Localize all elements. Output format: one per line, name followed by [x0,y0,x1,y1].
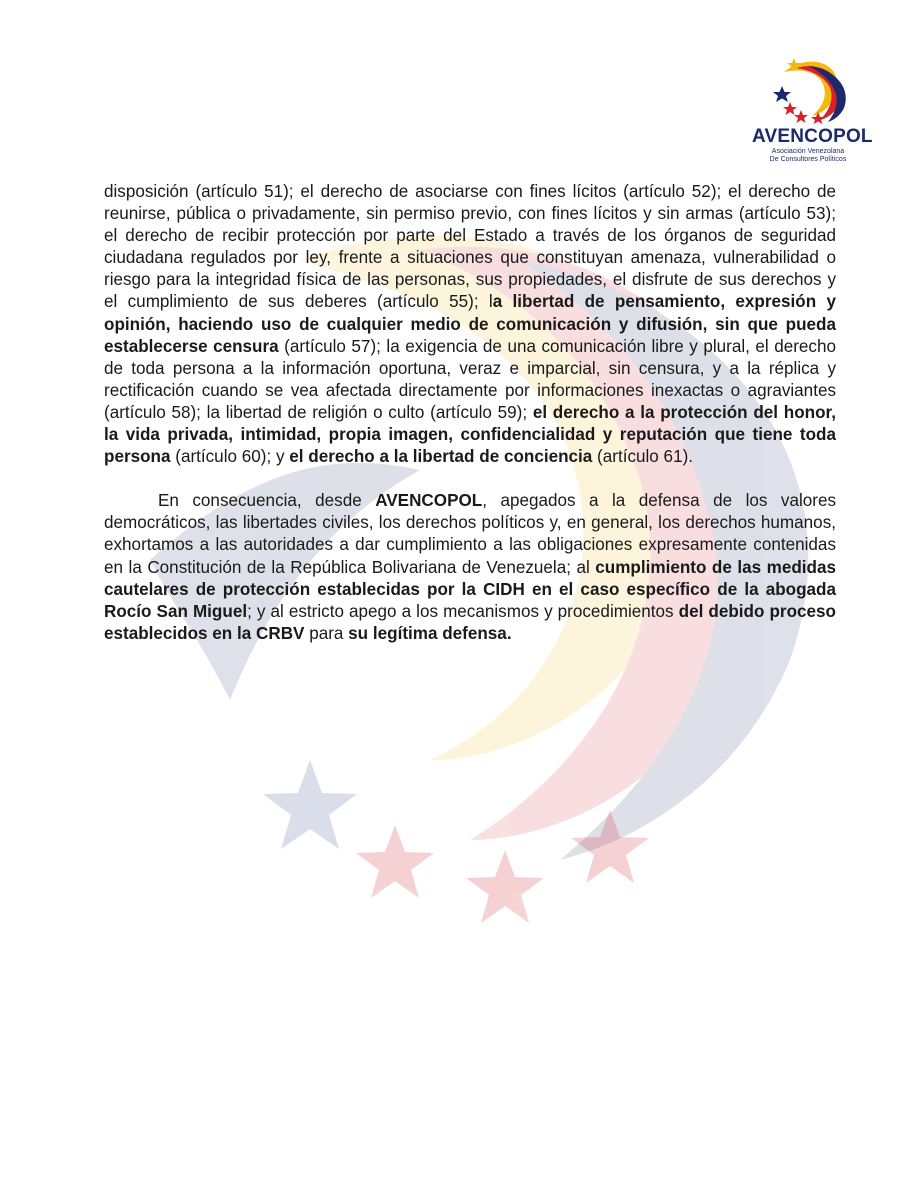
paragraph-conclusion [104,490,836,645]
bold-text-run: AVENCOPOL [375,491,483,511]
bold-text-run: su legítima defensa. [348,623,512,643]
bold-text-run: a libertad de pensamiento, expresión y opinión, haciendo uso de cualquier medio de comunicación y difusión, sin que pueda establecerse censura [104,292,836,356]
watermark-star-red-3 [571,810,649,883]
text-run: En consecuencia, desde [158,491,376,511]
organization-logo [752,50,873,164]
text-run: disposición (artículo 51); el derecho de asociarse con fines lícitos (artículo 52); el derecho de reunirse, pública o privadamente, sin permiso previo, con fines lícitos y sin armas (artículo 53); el derecho de recibir protección por parte del Estado a través de los órganos de seguridad ciudadana regulados por ley, frente a situaciones que constituyan amenaza, vulnerabilidad o riesgo para la integridad física de las personas, sus propiedades, el disfrute de sus derechos y el cumplimiento de sus deberes (artículo 55); l [104,182,836,312]
text-run: ; y al estricto apego a los mecanismos y procedimientos [247,601,679,621]
org-subtitle-1: Asociación Venezolana [771,148,845,155]
watermark-star-red-1 [356,825,434,898]
text-run: (artículo 60); y [170,447,290,467]
bold-text-run: del debido proceso establecidos en la CRBV [104,601,836,643]
bold-text-run: el derecho a la protección del honor, la vida privada, intimidad, propia imagen, confidencialidad y reputación que tiene toda persona [104,402,837,467]
paragraph-rights [104,181,836,468]
avencopol-emblem-icon [766,50,850,124]
org-subtitle-2: De Consultores Políticos [769,156,847,163]
text-run: para [304,623,349,643]
org-name: AVENCOPOL [752,126,873,147]
bold-text-run: el derecho a la libertad de conciencia [289,447,593,467]
text-run: , apegados a la defensa de los valores democráticos, las libertades civiles, los derechos políticos y, en general, los derechos humanos, exhortamos a las autoridades a dar cumplimiento a las obligaciones expresamente contenidas en la Constitución de la República Bolivariana de Venezuela; al [104,491,837,577]
text-run: (artículo 61). [592,447,694,467]
watermark-star-red-2 [466,850,544,923]
text-run: (artículo 57); la exigencia de una comunicación libre y plural, el derecho de toda persona a la información oportuna, veraz e imparcial, sin censura, y a la réplica y rectificación cuando se vea afectada directamente por informaciones inexactas o agraviantes (artículo 58); la libertad de religión o culto (artículo 59); [104,336,836,422]
bold-text-run: cumplimiento de las medidas cautelares de protección establecidas por la CIDH en el caso específico de la abogada Rocío San Miguel [104,557,836,621]
document-body [104,181,836,645]
watermark-star-navy [263,760,357,849]
